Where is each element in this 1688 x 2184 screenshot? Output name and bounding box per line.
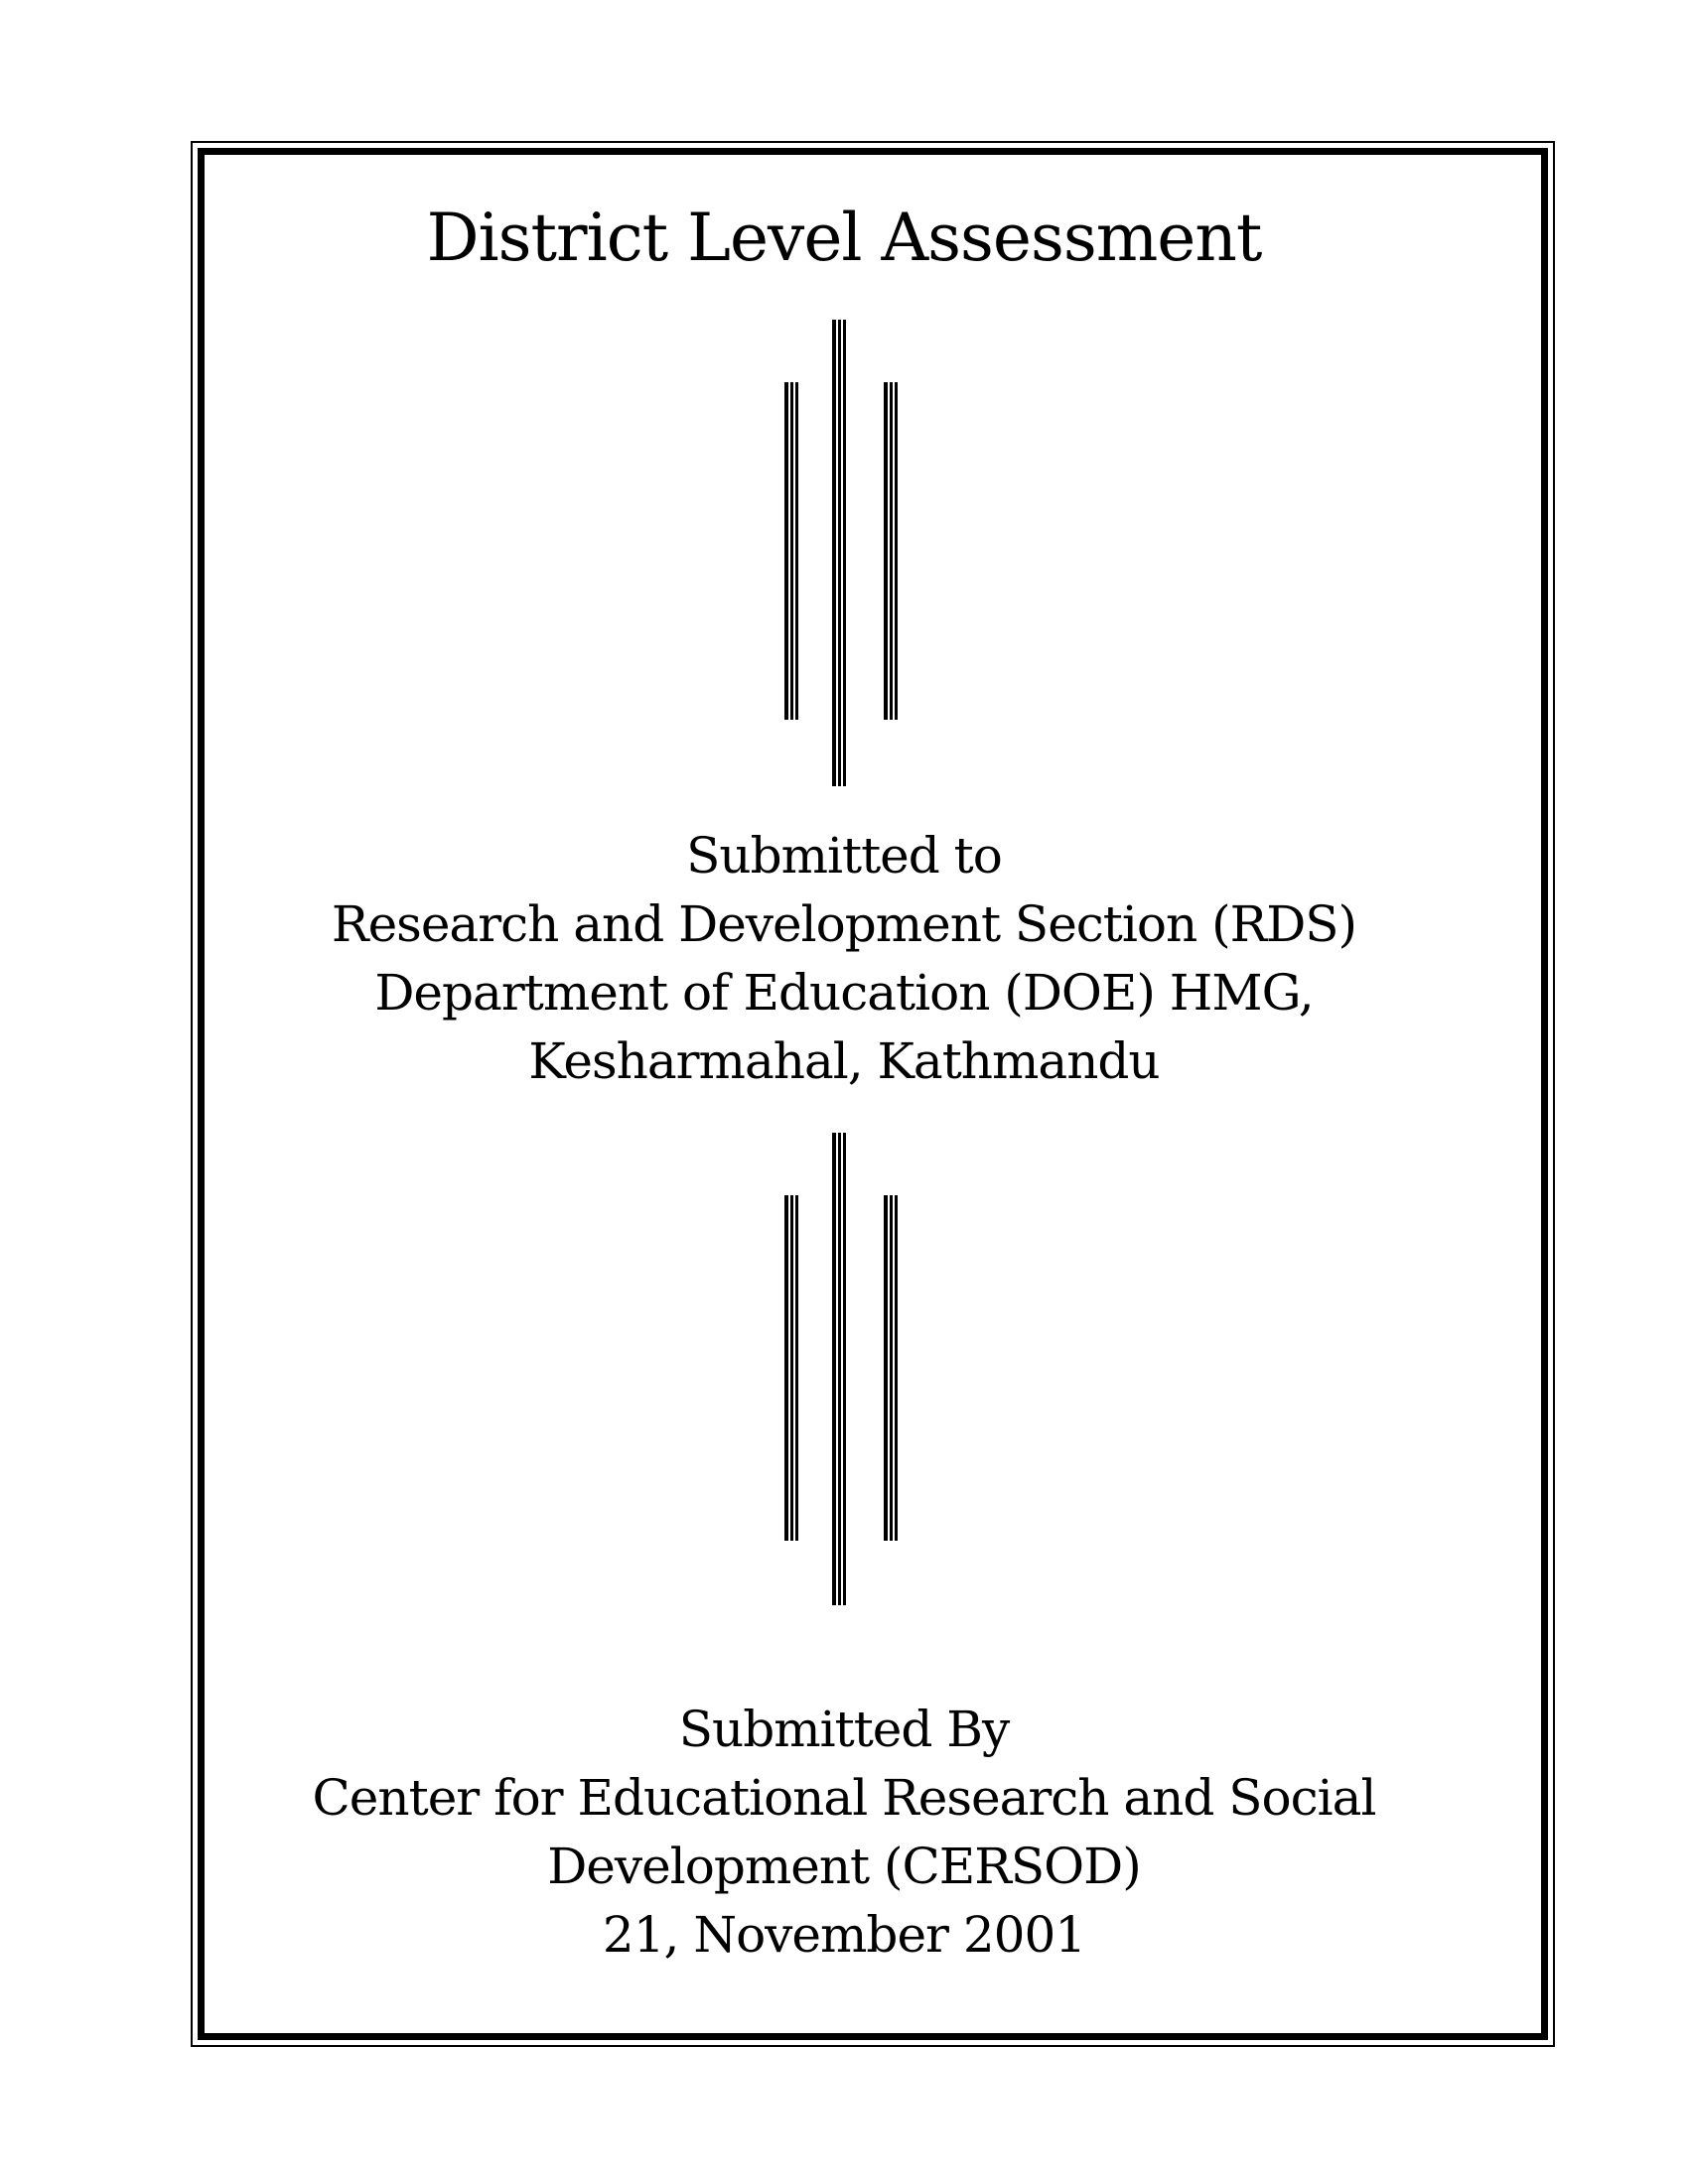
submitted-to-heading: Submitted to [686, 827, 1002, 885]
submitted-by-heading: Submitted By [678, 1701, 1010, 1758]
submitted-by-line: Development (CERSOD) [547, 1838, 1141, 1895]
submitted-by-line: Center for Educational Research and Social [312, 1769, 1376, 1827]
vertical-bars-icon [774, 320, 904, 786]
submission-date: 21, November 2001 [602, 1906, 1086, 1964]
vertical-bars-ornament-top [774, 320, 904, 786]
submitted-to-line: Kesharmahal, Kathmandu [528, 1032, 1160, 1090]
vertical-bars-ornament-bottom [774, 1133, 904, 1605]
submitted-by-section [199, 1696, 1489, 1970]
submitted-to-section [199, 822, 1489, 1096]
submitted-to-line: Department of Education (DOE) HMG, [374, 964, 1314, 1022]
document-title: District Level Assessment [426, 200, 1262, 276]
submitted-to-line: Research and Development Section (RDS) [331, 895, 1357, 953]
vertical-bars-icon [774, 1133, 904, 1605]
